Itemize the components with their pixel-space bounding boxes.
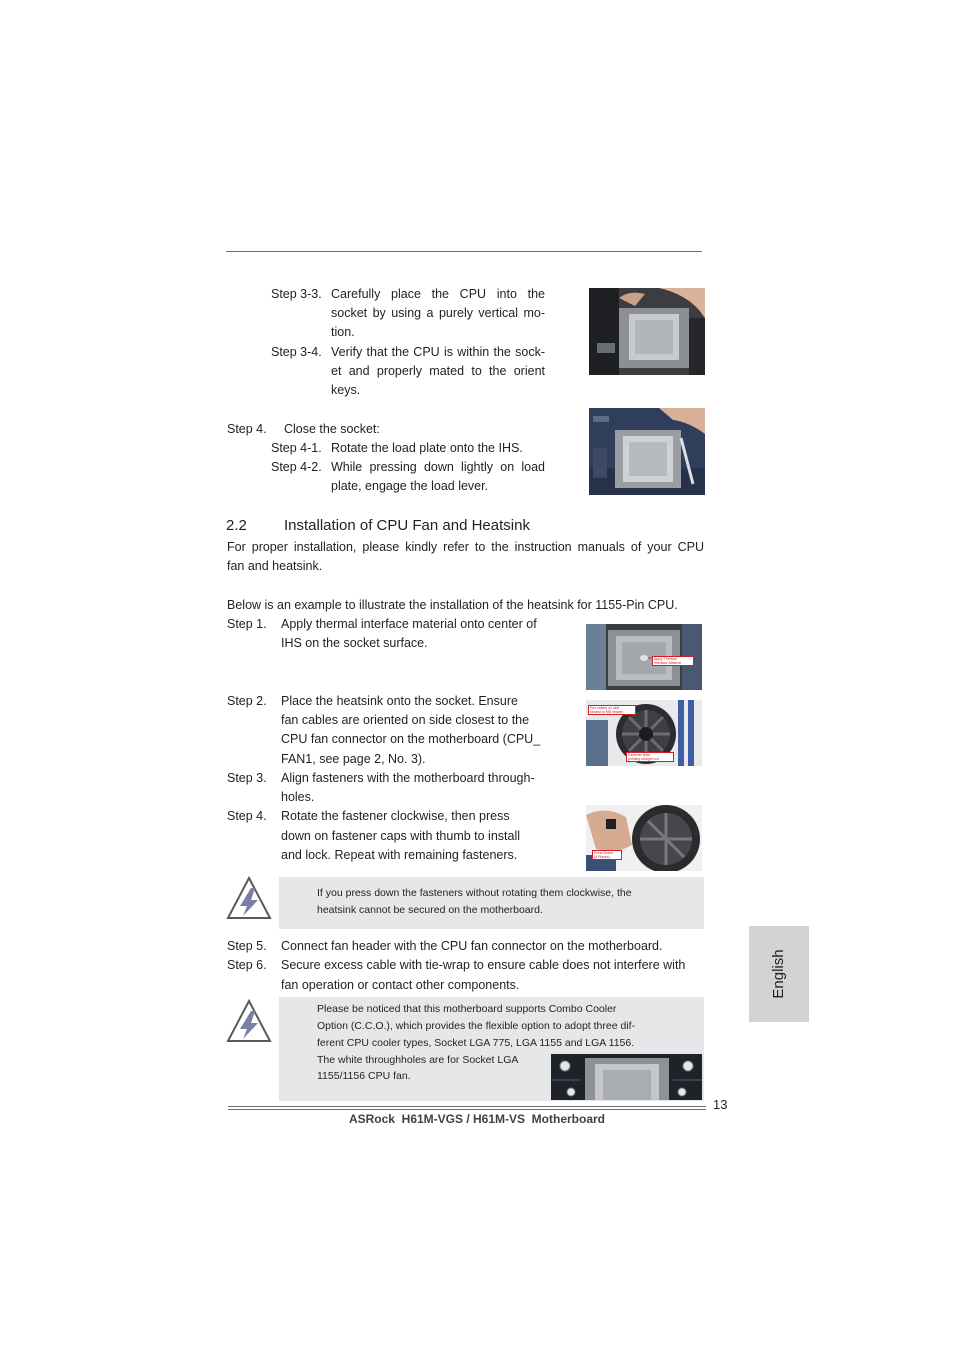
fan-cables-label xyxy=(588,705,636,715)
combo-cooler-illustration xyxy=(551,1054,702,1100)
heatsink-step-3-label: Step 3. xyxy=(227,771,267,785)
fasteners-label xyxy=(626,752,674,762)
heatsink-step-4-line-3: and lock. Repeat with remaining fasteners. xyxy=(281,848,518,862)
fasteners-label-line-2: pointing straight out xyxy=(628,757,659,761)
step-4-1-text: Rotate the load plate onto the IHS. xyxy=(331,441,523,455)
step-4-text: Close the socket: xyxy=(284,422,380,436)
step-3-4-label: Step 3-4. xyxy=(271,345,322,359)
step-3-4-line-3: keys. xyxy=(331,383,361,397)
step-3-3-line-1: Carefully place the CPU into the xyxy=(331,287,545,301)
heatsink-step-4-line-2: down on fastener caps with thumb to install xyxy=(281,829,521,843)
combo-cooler-photo xyxy=(551,1054,702,1100)
thermal-label-line-2: Interface Material xyxy=(654,661,682,665)
step-3-3-line-2: socket by using a purely vertical mo- xyxy=(331,306,545,320)
note-2-line-2: Option (C.C.O.), which provides the flexible option to adopt three dif- xyxy=(317,1020,636,1032)
heatsink-step-5-label: Step 5. xyxy=(227,939,267,953)
press-label xyxy=(592,850,622,860)
step-4-label: Step 4. xyxy=(227,422,267,436)
step-3-3-line-3: tion. xyxy=(331,325,355,339)
heatsink-step-2-line-2: fan cables are oriented on side closest to the xyxy=(281,713,530,727)
heatsink-step-6-line-1: Secure excess cable with tie-wrap to ensure cable does not interfere with xyxy=(281,958,686,972)
note-2-line-3: ferent CPU cooler types, Socket LGA 775, LGA 1155 and LGA 1156. xyxy=(317,1037,635,1049)
heatsink-step-6-line-2: fan operation or contact other components. xyxy=(281,978,520,992)
heatsink-step-1-line-2: IHS on the socket surface. xyxy=(281,636,428,650)
heatsink-step-2-label: Step 2. xyxy=(227,694,267,708)
fasteners-label-line-1: Fastener slots xyxy=(628,753,650,757)
cpu-placement-photo xyxy=(589,288,705,375)
footer-rule-bottom xyxy=(228,1109,706,1110)
note-2-line-5: 1155/1156 CPU fan. xyxy=(317,1070,411,1082)
header-rule xyxy=(226,251,702,252)
footer-rule-top xyxy=(228,1106,706,1107)
heatsink-step-1-label: Step 1. xyxy=(227,617,267,631)
footer-model: ASRock H61M-VGS / H61M-VS Motherboard xyxy=(348,1112,606,1126)
socket-close-photo xyxy=(589,408,705,495)
step-4-2-label: Step 4-2. xyxy=(271,460,322,474)
step-4-2-line-1: While pressing down lightly on load xyxy=(331,460,545,474)
step-3-4-line-1: Verify that the CPU is within the sock- xyxy=(331,345,545,359)
thermal-label-line-1: Apply Thermal xyxy=(654,657,677,661)
fan-cables-label-line-1: Fan cables on side xyxy=(590,706,620,710)
section-example: Below is an example to illustrate the installation of the heatsink for 1155-Pin CPU. xyxy=(227,598,678,612)
note-2-line-4: The white throughholes are for Socket LGA xyxy=(317,1054,519,1066)
note-2-line-1: Please be noticed that this motherboard supports Combo Cooler xyxy=(317,1003,617,1015)
fastener-press-photo xyxy=(586,805,702,871)
step-3-3-label: Step 3-3. xyxy=(271,287,322,301)
page-number: 13 xyxy=(713,1097,728,1112)
section-intro-line-1: For proper installation, please kindly refer to the instruction manuals of your CPU xyxy=(227,540,704,554)
heatsink-step-1-line-1: Apply thermal interface material onto center of xyxy=(281,617,537,631)
warning-icon xyxy=(226,876,272,920)
heatsink-step-3-line-1: Align fasteners with the motherboard through- xyxy=(281,771,535,785)
press-label-line-1: Press Down xyxy=(594,851,613,855)
heatsink-step-3-line-2: holes. xyxy=(281,790,315,804)
step-3-4-line-2: et and properly mated to the orient xyxy=(331,364,545,378)
step-4-2-line-2: plate, engage the load lever. xyxy=(331,479,489,493)
heatsink-step-2-line-1: Place the heatsink onto the socket. Ensure xyxy=(281,694,518,708)
heatsink-step-4-line-1: Rotate the fastener clockwise, then press xyxy=(281,809,510,823)
section-number: 2.2 xyxy=(226,517,247,534)
section-intro-line-2: fan and heatsink. xyxy=(227,559,323,573)
cpu-placement-illustration xyxy=(589,288,705,375)
heatsink-step-2-line-3: CPU fan connector on the motherboard (CPU_ xyxy=(281,732,541,746)
press-label-line-2: (4 Places) xyxy=(594,855,610,859)
step-4-1-label: Step 4-1. xyxy=(271,441,322,455)
fastener-press-illustration xyxy=(586,805,702,871)
fan-cables-label-line-2: closest to MB header xyxy=(590,710,623,714)
heatsink-step-2-line-4: FAN1, see page 2, No. 3). xyxy=(281,752,426,766)
thermal-label xyxy=(652,656,694,666)
note-1-line-1: If you press down the fasteners without rotating them clockwise, the xyxy=(317,887,632,899)
thermal-paste-photo xyxy=(586,624,702,690)
heatsink-step-5-line-1: Connect fan header with the CPU fan connector on the motherboard. xyxy=(281,939,663,953)
socket-close-illustration xyxy=(589,408,705,495)
heatsink-step-6-label: Step 6. xyxy=(227,958,267,972)
heatsink-step-4-label: Step 4. xyxy=(227,809,267,823)
heatsink-placement-photo xyxy=(586,700,702,766)
warning-icon xyxy=(226,999,272,1043)
section-title: Installation of CPU Fan and Heatsink xyxy=(284,517,530,534)
language-tab-label: English xyxy=(770,949,787,999)
language-tab xyxy=(749,926,809,1022)
note-1-line-2: heatsink cannot be secured on the motherboard. xyxy=(317,904,543,916)
